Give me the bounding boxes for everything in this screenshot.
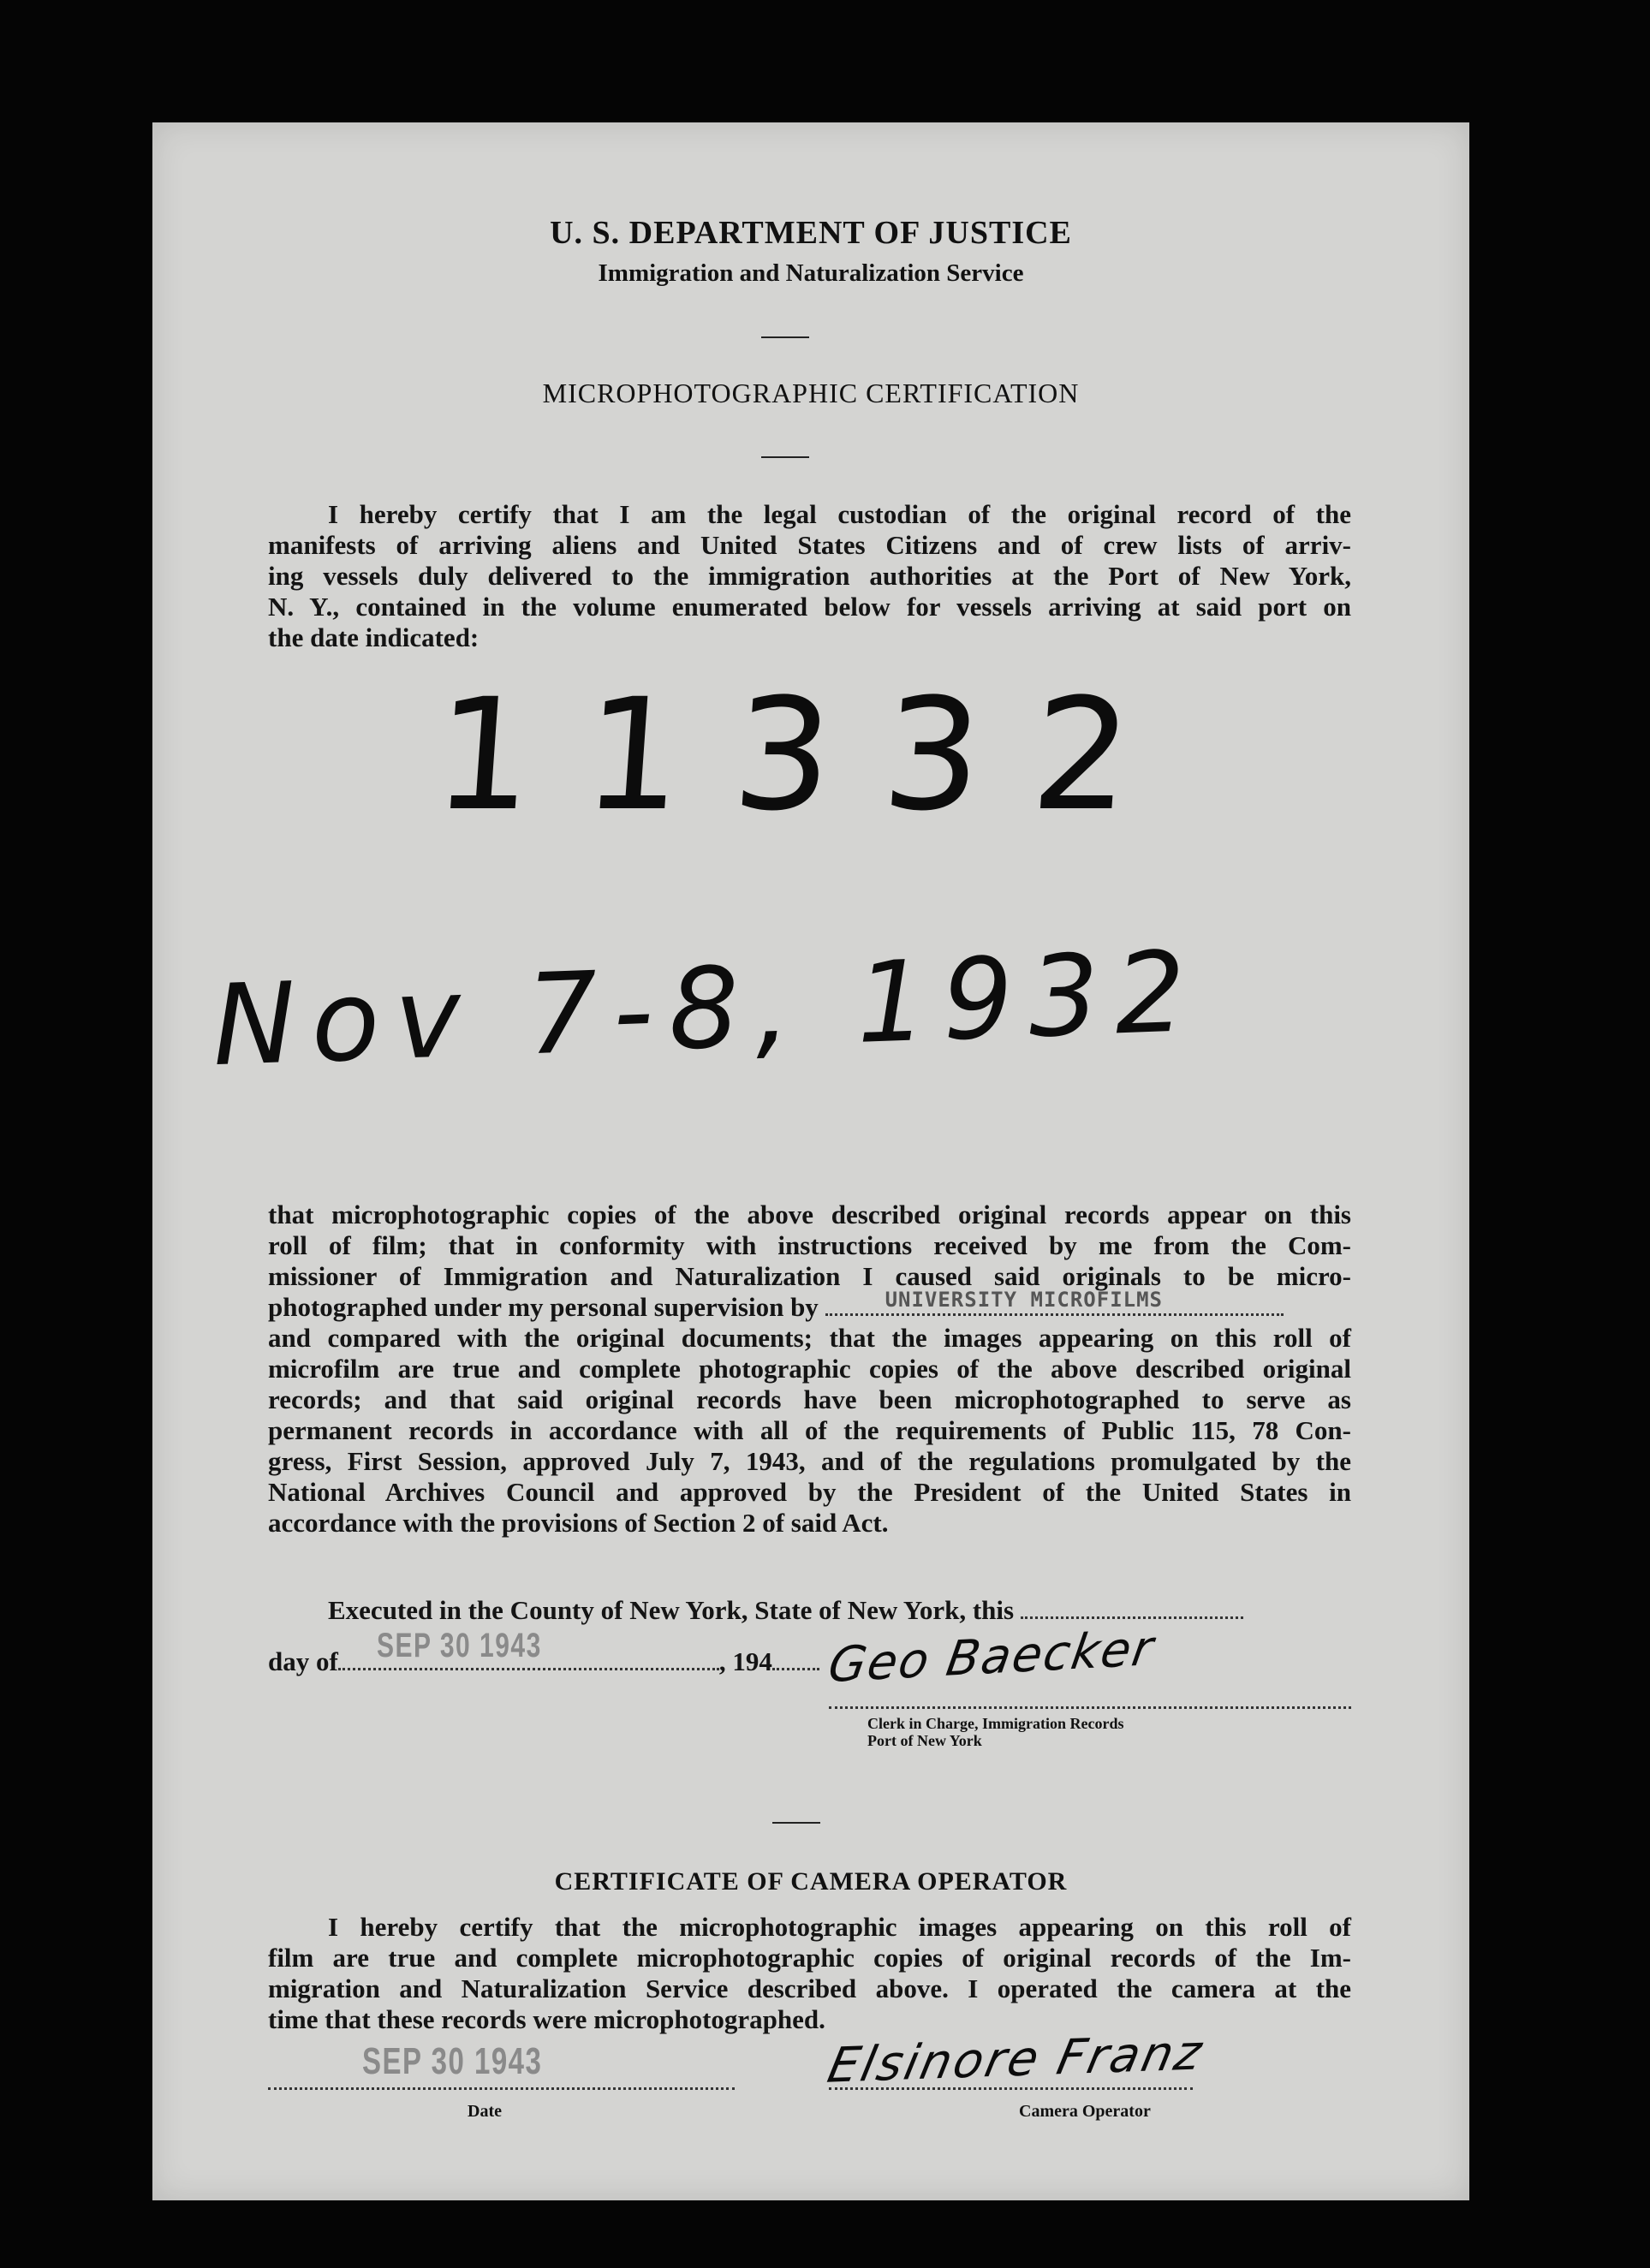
certificate-page bbox=[152, 122, 1469, 2200]
day-of-line bbox=[268, 1627, 819, 1677]
body-line: permanent records in accordance with all of the requirements of Public 115, 78 Con- bbox=[268, 1415, 1351, 1445]
supervision-line bbox=[268, 1288, 1351, 1323]
body-line: gress, First Session, approved July 7, 1943, and of the regulations promulgated by the bbox=[268, 1446, 1351, 1476]
intro-line: the date indicated: bbox=[268, 622, 480, 652]
camera-line: film are true and complete microphotographic copies of original records of the Im- bbox=[268, 1943, 1351, 1973]
year-field bbox=[772, 1649, 819, 1670]
body-line: missioner of Immigration and Naturalization I caused said originals to be micro- bbox=[268, 1261, 1351, 1291]
camera-date-label: Date bbox=[468, 2102, 502, 2121]
body-line: records; and that said original records have been microphotographed to serve as bbox=[268, 1384, 1351, 1414]
operator-signature-line bbox=[829, 2086, 1193, 2090]
body-line: and compared with the original documents; that the images appearing on this roll of bbox=[268, 1323, 1351, 1353]
intro-line: N. Y., contained in the volume enumerated below for vessels arriving at said port on bbox=[268, 592, 1351, 622]
body-line: roll of film; that in conformity with instructions received by me from the Com- bbox=[268, 1230, 1351, 1260]
executed-day-field bbox=[1021, 1599, 1243, 1619]
department-heading: U. S. DEPARTMENT OF JUSTICE bbox=[550, 215, 1072, 251]
day-of-label: day of bbox=[268, 1646, 338, 1676]
signature-line bbox=[829, 1705, 1351, 1709]
executed-text: Executed in the County of New York, State of New York, this bbox=[328, 1595, 1015, 1625]
body-line: National Archives Council and approved by the President of the United States in bbox=[268, 1477, 1351, 1507]
clerk-signature: Geo Baecker bbox=[825, 1620, 1159, 1694]
executed-line bbox=[328, 1595, 1243, 1626]
supervisor-field bbox=[825, 1288, 1284, 1316]
intro-line: manifests of arriving aliens and United States Citizens and of crew lists of arriv- bbox=[268, 530, 1351, 560]
intro-line: I hereby certify that I am the legal custodian of the original record of the bbox=[328, 499, 1351, 529]
clerk-port: Port of New York bbox=[867, 1732, 982, 1749]
intro-paragraph bbox=[268, 499, 1351, 653]
camera-line: time that these records were microphotographed. bbox=[268, 2004, 825, 2034]
camera-date-stamp: SEP 30 1943 bbox=[362, 2040, 543, 2082]
camera-paragraph bbox=[268, 1912, 1351, 2035]
certification-title: MICROPHOTOGRAPHIC CERTIFICATION bbox=[542, 378, 1080, 408]
body-line: microfilm are true and complete photographic copies of the above described original bbox=[268, 1354, 1351, 1384]
year-prefix: , 194 bbox=[718, 1646, 772, 1676]
intro-line: ing vessels duly delivered to the immigration authorities at the Port of New York, bbox=[268, 561, 1351, 591]
body-line: that microphotographic copies of the above described original records appear on this bbox=[268, 1199, 1351, 1229]
clerk-title: Clerk in Charge, Immigration Records bbox=[867, 1715, 1124, 1732]
body-line: accordance with the provisions of Section 2 of said Act. bbox=[268, 1508, 889, 1538]
camera-date-line bbox=[268, 2086, 735, 2090]
camera-certificate-title: CERTIFICATE OF CAMERA OPERATOR bbox=[554, 1867, 1068, 1896]
divider bbox=[761, 456, 809, 458]
body-paragraph bbox=[268, 1199, 1351, 1539]
divider bbox=[761, 336, 809, 338]
supervision-prefix: photographed under my personal supervision by bbox=[268, 1292, 819, 1322]
supervisor-stamp: UNIVERSITY MICROFILMS bbox=[885, 1288, 1163, 1312]
divider bbox=[772, 1822, 820, 1824]
camera-line: migration and Naturalization Service described above. I operated the camera at the bbox=[268, 1973, 1351, 2003]
day-of-field bbox=[338, 1627, 719, 1670]
camera-operator-signature: Elsinore Franz bbox=[823, 2025, 1209, 2094]
handwritten-date-range: Nov 7-8, 1932 bbox=[210, 926, 1204, 1092]
handwritten-volume-number: 11332 bbox=[428, 666, 1188, 845]
service-subheading: Immigration and Naturalization Service bbox=[598, 259, 1024, 287]
camera-line: I hereby certify that the microphotographic images appearing on this roll of bbox=[328, 1912, 1351, 1942]
date-stamp: SEP 30 1943 bbox=[376, 1627, 542, 1664]
camera-operator-label: Camera Operator bbox=[1019, 2102, 1151, 2121]
